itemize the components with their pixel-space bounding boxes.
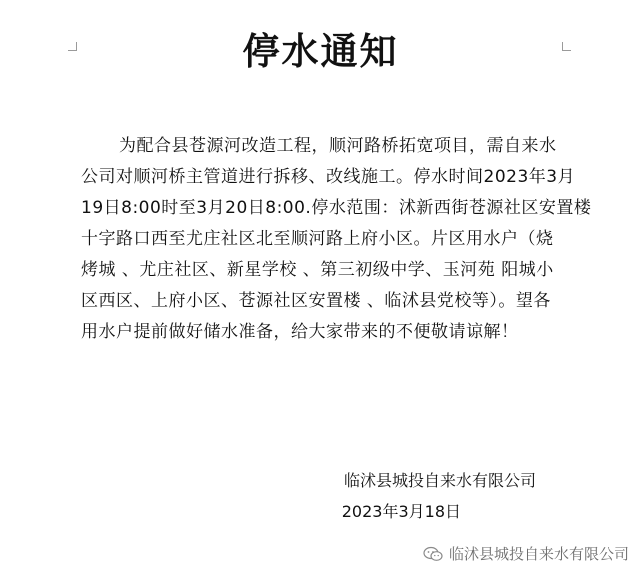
wechat-icon	[423, 546, 443, 562]
notice-line: 区西区、上府小区、苍源社区安置楼 、临沭县党校等）。望各	[81, 291, 551, 311]
notice-line: 公司对顺河桥主管道进行拆移、改线施工。停水时间2023年3月	[81, 167, 576, 187]
notice-title: 停水通知	[242, 30, 399, 73]
notice-line: 19日8:00时至3月20日8:00.停水范围：沭新西街苍源社区安置楼	[81, 198, 592, 218]
watermark-text: 临沭县城投自来水有限公司	[448, 545, 629, 563]
notice-line: 为配合县苍源河改造工程，顺河路桥拓宽项目，需自来水	[119, 136, 557, 156]
notice-line: 烤城 、尤庄社区、新星学校 、第三初级中学、玉河苑 阳城小	[81, 260, 554, 280]
notice-line: 用水户提前做好储水准备，给大家带来的不便敬请谅解！	[81, 322, 519, 342]
notice-body	[81, 131, 592, 348]
notice-line: 十字路口西至尤庄社区北至顺河路上府小区。片区用水户（烧	[81, 229, 554, 249]
wechat-watermark	[423, 543, 629, 564]
notice-signature-date: 2023年3月18日	[341, 502, 461, 521]
notice-signature-company: 临沭县城投自来水有限公司	[343, 471, 536, 490]
